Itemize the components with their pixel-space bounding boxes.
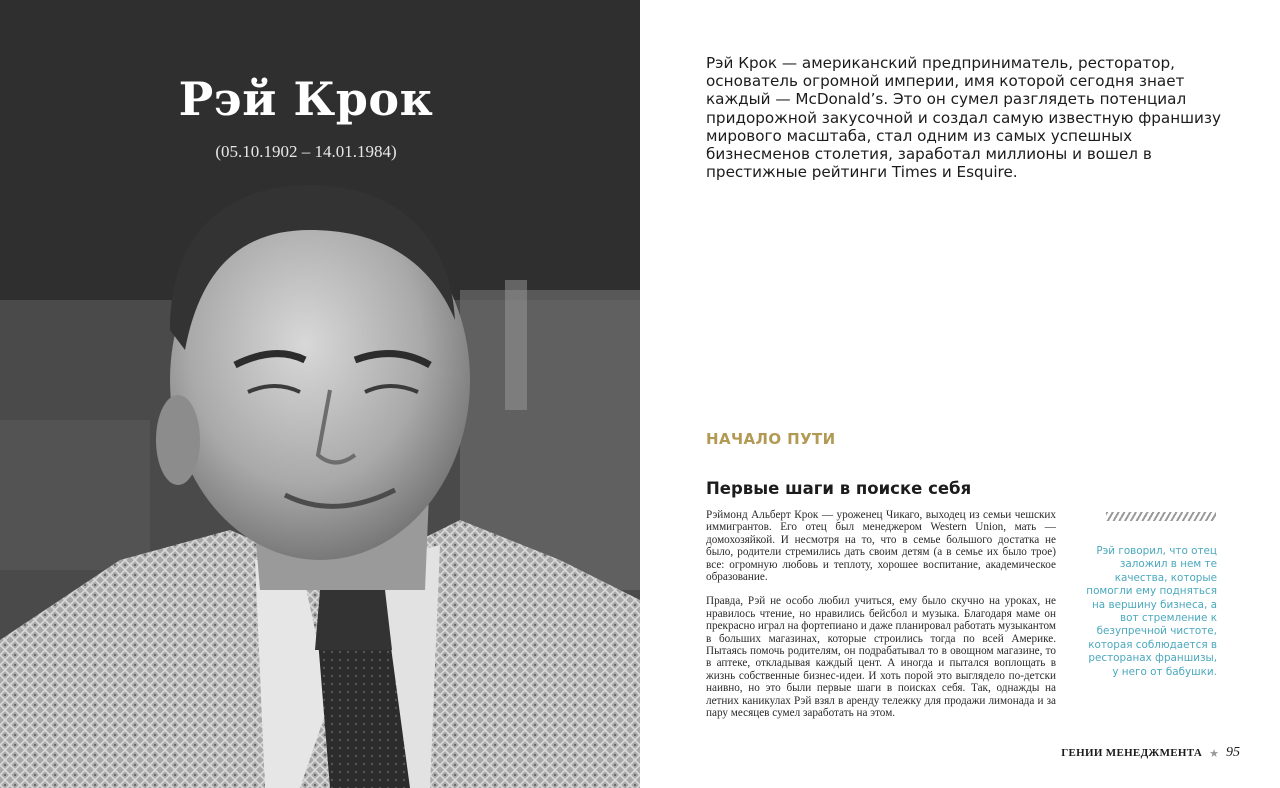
quote-divider-hatch [1106, 512, 1216, 521]
body-paragraph: Рэймонд Альберт Крок — уроженец Чикаго, выходец из семьи чешских иммигрантов. Его отец был менеджером Western Union, мать — домохозяйкой. И несмотря на то, что в семье большого достатка не было, родители стремились дать своим детям (а в семье их было трое) все: огромную любовь и теплоту, хорошее воспитание, академическое образование. [706, 509, 1056, 584]
intro-paragraph: Рэй Крок — американский предприниматель, ресторатор, основатель огромной империи, имя которой сегодня знает каждый — McDonald’s. Это он сумел разглядеть потенциал придорожной закусочной и создал самую известную франшизу мирового масштаба, стал одним из самых успешных бизнесменов столетия, заработал миллионы и вошел в престижные рейтинги Times и Esquire. [706, 54, 1221, 182]
section-label: НАЧАЛО ПУТИ [706, 430, 836, 448]
text-page [640, 0, 1280, 788]
page-number: 95 [1226, 745, 1240, 760]
person-name: Рэй Крок [178, 72, 434, 126]
life-dates: (05.10.1902 – 14.01.1984) [215, 142, 397, 161]
section-heading: Первые шаги в поиске себя [706, 479, 972, 498]
book-title: ГЕНИИ МЕНЕДЖМЕНТА [1061, 747, 1203, 759]
body-text [706, 509, 1056, 732]
side-quote: Рэй говорил, что отец заложил в нем те качества, которые помогли ему подняться на вершину бизнеса, а вот стремление к безупречной чистоте, которая соблюдается в ресторанах франшизы, у него от бабушки. [1086, 545, 1217, 678]
body-paragraph: Правда, Рэй не особо любил учиться, ему было скучно на уроках, не нравилось чтение, но нравились бейсбол и музыка. Благодаря маме он прекрасно играл на фортепиано и даже планировал работать музыкантом в больших магазинах, которые строились тогда по всей Америке. Пытаясь помочь родителям, он подрабатывал то в овощном магазине, то в аптеке, откладывая каждый цент. А иногда и пытался воплощать в жизнь собственные бизнес-идеи. И хоть порой это выглядело по-детски наивно, но это были первые шаги в поисках себя. Так, однажды на летних каникулах Рэй взял в аренду тележку для продажи лимонада и за пару месяцев сумел заработать на этом. [706, 595, 1056, 720]
page-footer [1061, 745, 1240, 761]
star-icon: ★ [1209, 746, 1219, 760]
